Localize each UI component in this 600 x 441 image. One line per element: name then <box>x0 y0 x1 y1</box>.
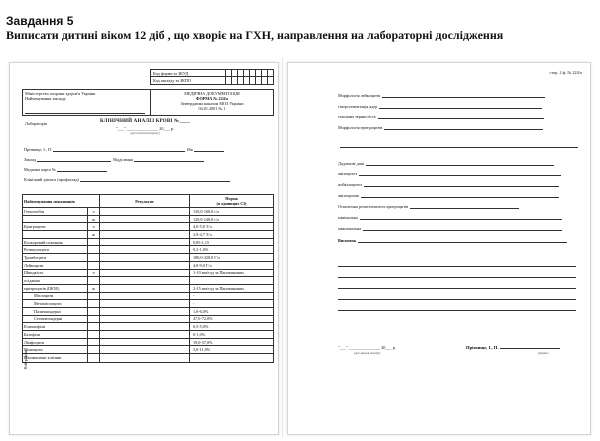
row-indicator: Мієлоцити <box>34 293 54 299</box>
table-row <box>23 323 273 331</box>
page2-field[interactable] <box>338 125 543 130</box>
page2-field-label: мінімальна <box>338 215 358 220</box>
row-result-cell[interactable] <box>99 285 189 292</box>
row-indicator: Моноцити <box>24 347 43 353</box>
row-sex <box>87 323 99 330</box>
table-row <box>23 254 273 262</box>
results-table <box>22 194 274 370</box>
row-sex <box>87 293 99 300</box>
approved-date: 04.01.2001 № 1 <box>198 106 226 111</box>
page2-field-label: анізохромія <box>338 193 359 198</box>
table-row <box>23 208 273 216</box>
page2-field[interactable] <box>338 93 545 98</box>
row-result-cell[interactable] <box>99 208 189 215</box>
row-norm: 4,0-5,0 Т/л <box>189 223 273 230</box>
row-sex <box>87 308 99 315</box>
row-indicator: Ретикулоцити <box>24 247 49 253</box>
issue-date[interactable]: "___" _______________ 20___ р. <box>338 345 396 350</box>
row-sex <box>87 254 99 261</box>
table-row <box>23 216 273 224</box>
page2-field[interactable] <box>338 238 567 243</box>
sample-date: "___" _______________ 20___ р. <box>116 126 174 131</box>
row-indicator: Еритроцити <box>24 224 46 230</box>
header-norm: Норма (в одиницях СІ) <box>189 195 273 207</box>
page2-field-label: Додаткові дані <box>338 161 365 166</box>
row-norm: 3,0-11,0% <box>189 346 273 353</box>
approved-label: Затверджена наказом МОЗ України <box>180 101 244 106</box>
row-norm: 0,85-1,15 <box>189 239 273 246</box>
row-norm: 2-15 мм/год за Панченковим <box>189 285 273 292</box>
row-result-cell[interactable] <box>99 308 189 315</box>
row-norm: 3,9-4,7 Т/л <box>189 231 273 238</box>
institution-label: Найменування закладу <box>25 96 66 101</box>
lab-label: Лабораторія <box>25 121 47 126</box>
row-result-cell[interactable] <box>99 216 189 223</box>
page-2-corner: стор. 2 ф. № 224/о <box>549 70 582 75</box>
row-norm: 0-1,0% <box>189 331 273 338</box>
row-sex <box>87 300 99 307</box>
row-norm: 1-10 мм/год за Панченковим <box>189 270 273 277</box>
row-sex <box>87 246 99 253</box>
table-row <box>23 262 273 270</box>
page2-field-label: Осмотична резистентність еритроцитів <box>338 204 409 209</box>
page2-field[interactable] <box>338 226 562 231</box>
table-row <box>23 285 273 293</box>
row-indicator: Тромбоцити <box>24 254 46 260</box>
row-result-cell[interactable] <box>99 270 189 277</box>
analysis-title: КЛІНІЧНИЙ АНАЛІЗ КРОВІ №____ <box>99 119 191 124</box>
page2-field[interactable] <box>338 104 542 109</box>
row-sex: ч <box>87 208 99 215</box>
field-name[interactable]: Прізвище, І., П. Вік <box>24 147 224 152</box>
row-norm: 130,0-160,0 г/л <box>189 208 273 215</box>
table-row <box>23 354 273 362</box>
row-indicator: Лімфоцити <box>24 339 45 345</box>
table-row <box>23 331 273 339</box>
page2-field[interactable] <box>338 161 554 166</box>
row-indicator: Гемоглобін <box>24 208 44 214</box>
code-row-zkud <box>151 70 273 77</box>
form-page-1 <box>9 62 279 435</box>
row-result-cell[interactable] <box>99 339 189 346</box>
table-row <box>23 277 273 285</box>
page2-field[interactable] <box>338 182 559 187</box>
row-indicator: Лейкоцити <box>24 262 44 268</box>
row-indicator: Сегментоядерні <box>34 316 63 322</box>
page2-field[interactable] <box>338 215 562 220</box>
table-row <box>23 339 273 347</box>
doc-type: МЕДИЧНА ДОКУМЕНТАЦІЯ <box>184 91 240 96</box>
table-row <box>23 293 273 301</box>
row-result-cell[interactable] <box>99 323 189 330</box>
row-result-cell[interactable] <box>99 246 189 253</box>
page2-field-label: пойкілоцитоз <box>338 182 362 187</box>
row-sex <box>87 239 99 246</box>
table-row <box>23 346 273 354</box>
ministry-label: Міністерство охорони здоров'я України <box>25 91 96 96</box>
page2-field-label: Морфологія еритроцитів <box>338 125 383 130</box>
page-gutter <box>282 58 283 438</box>
row-result-cell[interactable] <box>99 354 189 362</box>
row-sex <box>87 262 99 269</box>
row-result-cell[interactable] <box>99 277 189 284</box>
field-facility[interactable]: Заклад Відділення <box>24 157 204 162</box>
header-result: Результат <box>99 195 189 207</box>
row-sex <box>87 354 99 362</box>
table-row <box>23 246 273 254</box>
row-result-cell[interactable] <box>99 346 189 353</box>
table-row <box>23 270 273 278</box>
row-result-cell[interactable] <box>99 239 189 246</box>
row-norm: 19,0-37,0% <box>189 339 273 346</box>
code-box <box>150 69 274 85</box>
header-indicator: Найменування показників <box>24 198 75 204</box>
page2-field-label: токсична зернистість <box>338 114 376 119</box>
table-row <box>23 300 273 308</box>
page2-field[interactable] <box>338 171 561 176</box>
task-title: Завдання 5 <box>6 14 74 28</box>
row-sex <box>87 339 99 346</box>
row-indicator: Швидкість <box>24 270 44 276</box>
page2-field-label: Морфологія лейкоцитів <box>338 93 381 98</box>
row-norm: 1,0-6,0% <box>189 308 273 315</box>
page2-field-label: гіперсегментація ядер <box>338 104 378 109</box>
field-card[interactable]: Медична карта № <box>24 167 107 172</box>
row-norm: 4,0-9,0 Г/л <box>189 262 273 269</box>
row-norm: 47,0-72,0% <box>189 316 273 323</box>
page2-field[interactable] <box>338 204 519 209</box>
signature-field[interactable]: Прізвище, І., П. <box>466 345 560 350</box>
row-norm: - <box>189 293 273 300</box>
table-header-row <box>23 195 273 208</box>
neutrophils-label: Нейтрофіли <box>24 350 28 370</box>
row-indicator: Метамієлоцити <box>34 301 62 307</box>
field-diagnosis[interactable]: Клінічний діагноз (профогляд) <box>24 177 230 182</box>
row-indicator: еритроцитів (ШОЕ) <box>24 285 60 291</box>
row-sex: ж <box>87 216 99 223</box>
task-text: Виписати дитині віком 12 діб , що хворіє на ГХН, направлення на лабораторні дослідження <box>6 28 504 42</box>
row-norm: 0,5-5,0% <box>189 323 273 330</box>
row-indicator: осідання <box>24 278 40 284</box>
row-result-cell[interactable] <box>99 254 189 261</box>
form-number: ФОРМА № 224/о <box>195 96 229 101</box>
signature-caption: (підпис) <box>538 351 549 355</box>
row-norm: 0,2-1,0% <box>189 246 273 253</box>
row-sex <box>87 316 99 323</box>
table-row <box>23 308 273 316</box>
row-sex <box>87 346 99 353</box>
page2-field[interactable] <box>338 114 544 119</box>
row-result-cell[interactable] <box>99 331 189 338</box>
sample-date-caption: (дата взяття матеріалу) <box>130 131 160 135</box>
row-sex: ж <box>87 231 99 238</box>
code-label: Код форми за ЗКУД <box>153 70 189 76</box>
code-label: Код закладу за ЗКПО <box>153 78 192 83</box>
row-norm <box>189 277 273 284</box>
row-result-cell[interactable] <box>99 223 189 230</box>
row-sex: ч <box>87 223 99 230</box>
row-result-cell[interactable] <box>99 316 189 323</box>
row-indicator <box>23 231 87 238</box>
row-norm: 120,0-140,0 г/л <box>189 216 273 223</box>
table-row <box>23 223 273 231</box>
row-sex <box>87 277 99 284</box>
row-sex: ж <box>87 285 99 292</box>
row-indicator: Базофіли <box>24 331 41 337</box>
row-sex: ч <box>87 270 99 277</box>
table-row <box>23 239 273 247</box>
row-norm: - <box>189 300 273 307</box>
form-page-2 <box>287 62 591 435</box>
issue-date-caption: (дата видачі аналізу) <box>354 351 381 355</box>
page2-field-label: анізоцитоз <box>338 171 357 176</box>
row-norm: 180,0-320,0 Г/л <box>189 254 273 261</box>
row-indicator: Паличкоядерні <box>34 308 61 314</box>
row-result-cell[interactable] <box>99 262 189 269</box>
row-result-cell[interactable] <box>99 231 189 238</box>
row-norm <box>189 354 273 362</box>
code-row-zkpo <box>151 77 273 84</box>
row-sex <box>87 331 99 338</box>
blank-line[interactable] <box>338 293 576 311</box>
page2-field[interactable] <box>338 193 559 198</box>
task-header <box>6 14 596 42</box>
page2-field-label: максимальна <box>338 226 362 231</box>
table-row <box>23 316 273 324</box>
row-indicator <box>23 216 87 223</box>
row-indicator: Кольоровий показник <box>24 239 63 245</box>
page2-field[interactable] <box>338 143 578 148</box>
row-result-cell[interactable] <box>99 293 189 300</box>
row-result-cell[interactable] <box>99 300 189 307</box>
row-indicator: Еозинофіли <box>24 324 46 330</box>
table-row <box>23 231 273 239</box>
page2-field-label: Висновок <box>338 238 357 243</box>
row-indicator: Плазматичні клітини <box>24 355 62 361</box>
